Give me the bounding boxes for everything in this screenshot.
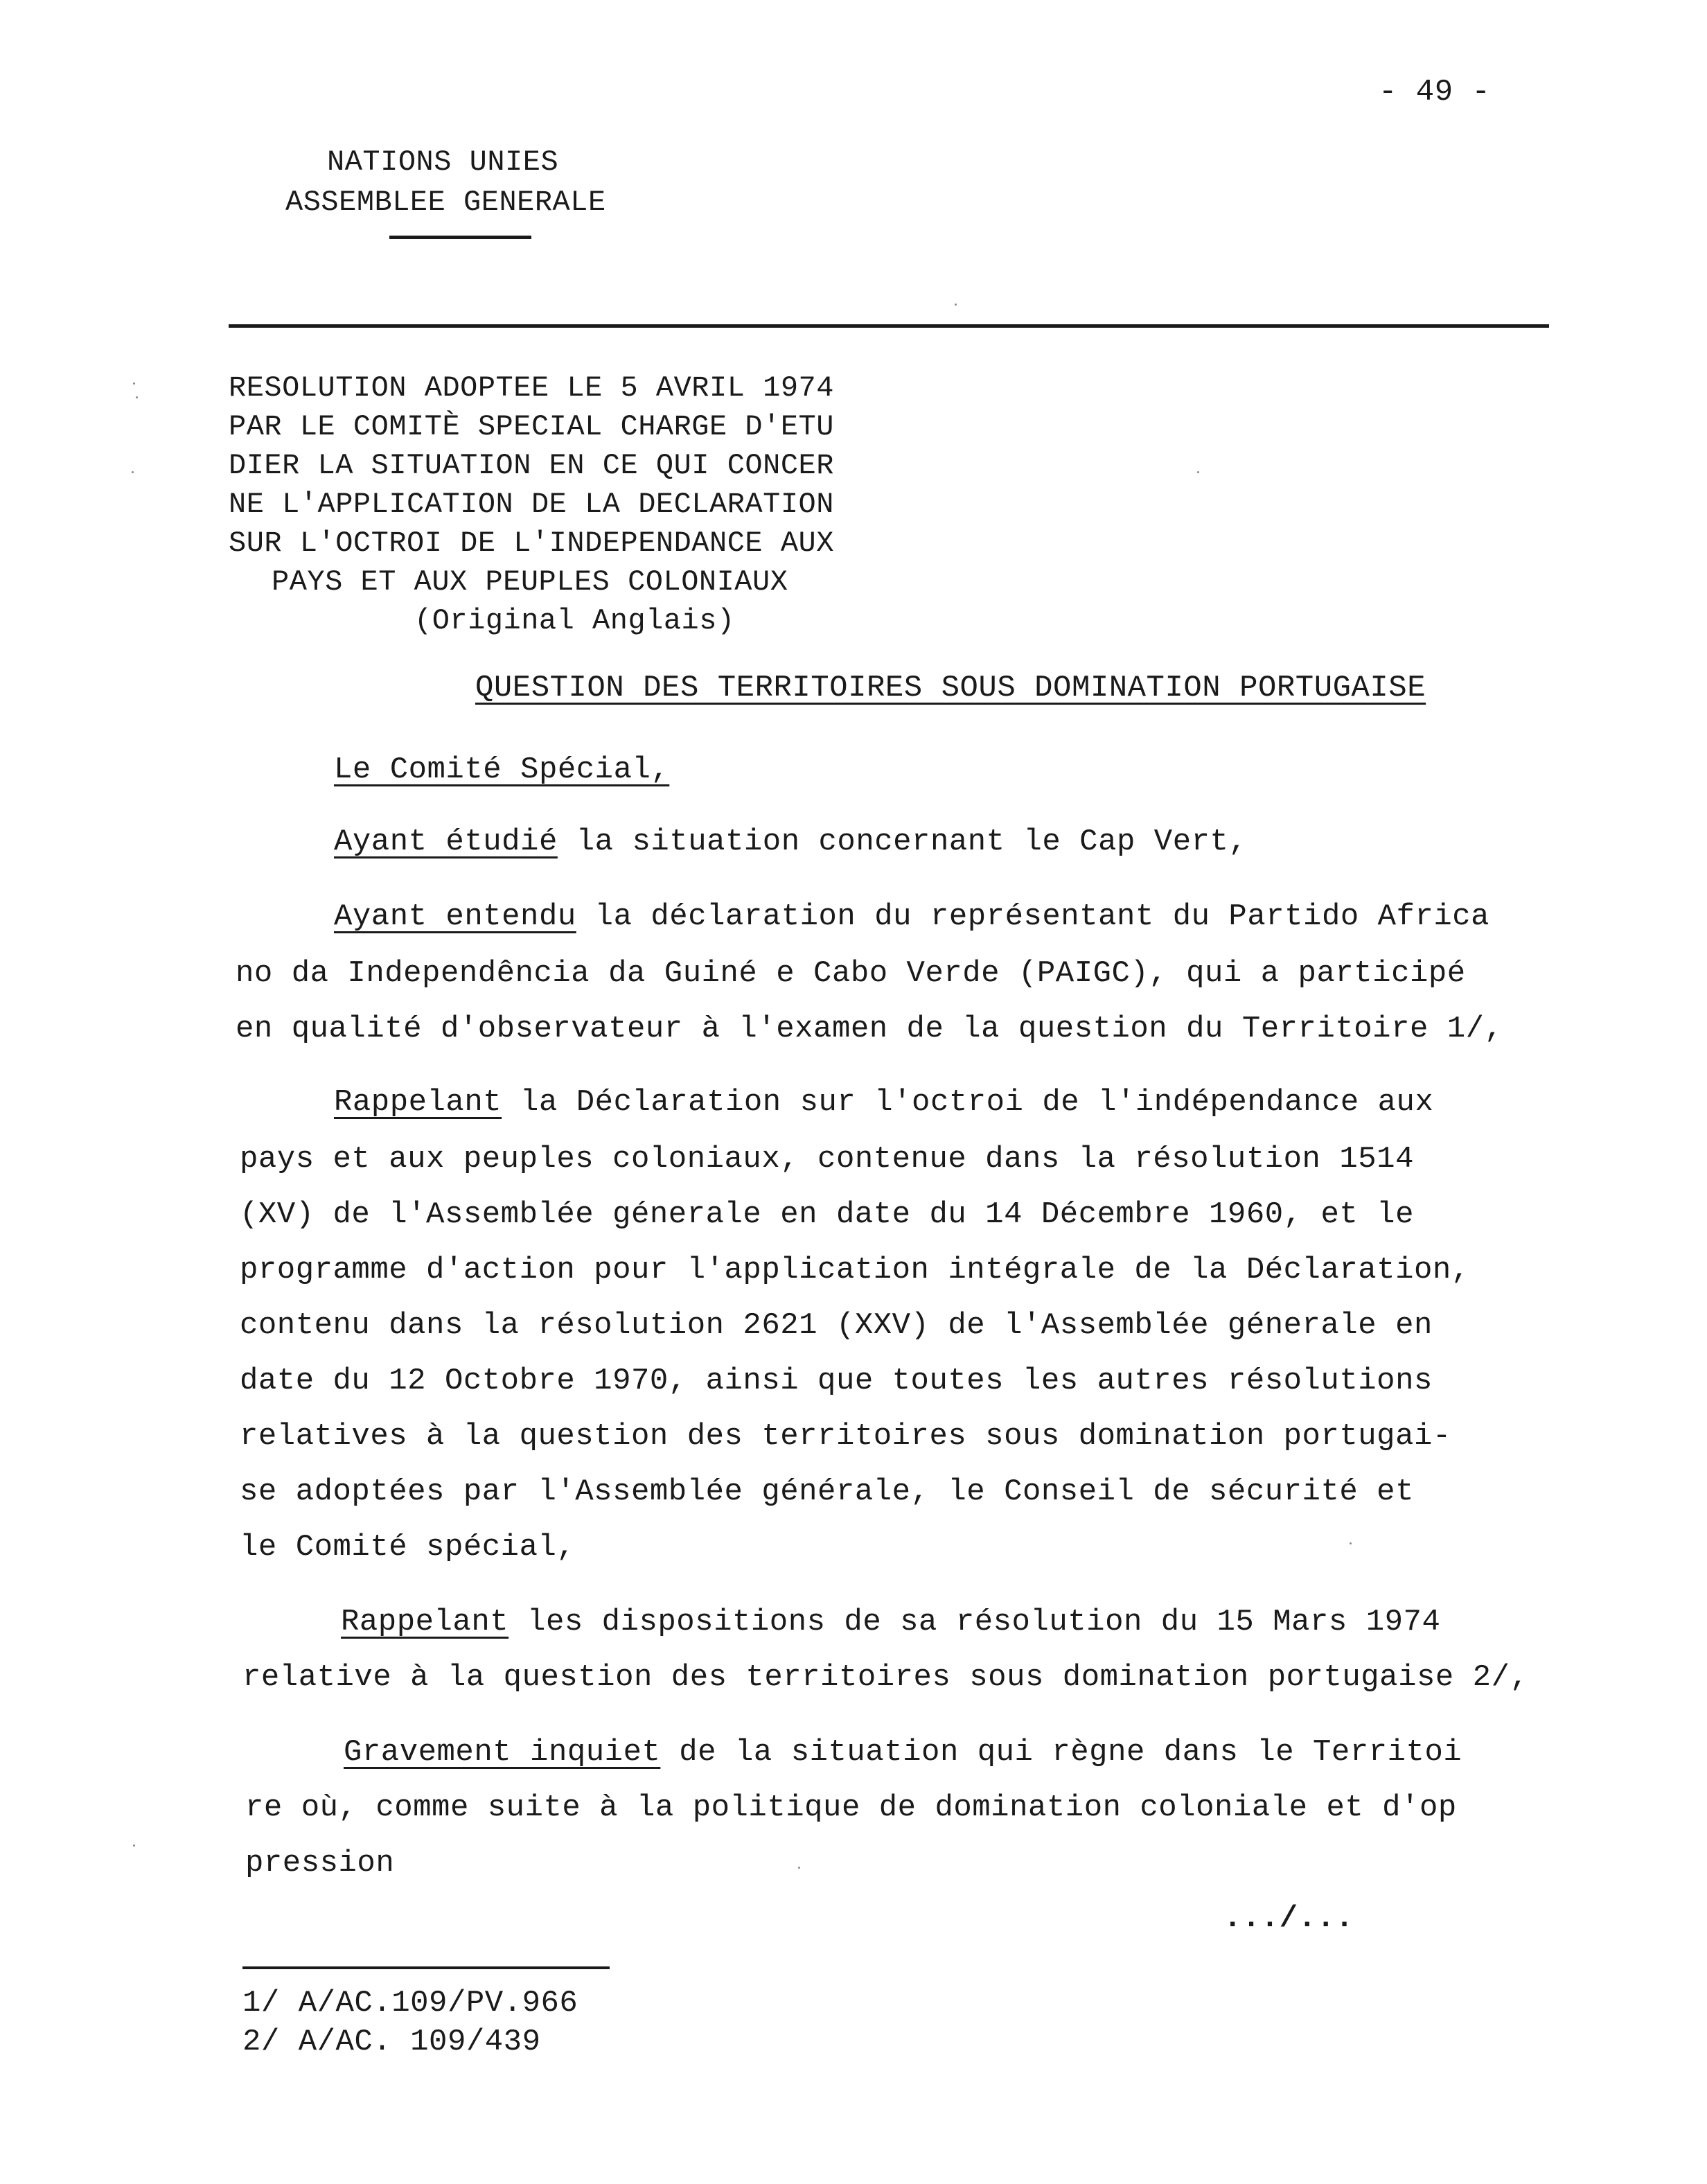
paragraph-line: programme d'action pour l'application intégrale de la Déclaration, xyxy=(240,1253,1470,1287)
paragraph-line: re où, comme suite à la politique de domination coloniale et d'op xyxy=(245,1790,1457,1825)
committee-label: Le Comité Spécial, xyxy=(334,752,670,787)
paragraph-line xyxy=(341,1605,1440,1639)
continuation-mark: .../... xyxy=(1223,1901,1354,1936)
paragraph-line: relatives à la question des territoires sous domination portugai- xyxy=(240,1419,1451,1454)
scan-speck xyxy=(136,396,138,398)
assembly-name: ASSEMBLEE GENERALE xyxy=(285,186,606,219)
paragraph-lead: Ayant entendu xyxy=(334,899,576,934)
scan-speck xyxy=(955,303,957,306)
paragraph-line: relative à la question des territoires sous domination portugaise 2/, xyxy=(242,1660,1529,1695)
footnote: 2/ A/AC. 109/439 xyxy=(242,2025,541,2059)
paragraph-line: en qualité d'observateur à l'examen de la question du Territoire 1/, xyxy=(236,1012,1503,1046)
scan-speck xyxy=(1197,471,1199,473)
scan-speck xyxy=(1350,1542,1352,1544)
paragraph-line: date du 12 Octobre 1970, ainsi que toutes les autres résolutions xyxy=(240,1364,1433,1398)
resolution-title-line: RESOLUTION ADOPTEE LE 5 AVRIL 1974 xyxy=(229,371,834,405)
paragraph-lead: Gravement inquiet xyxy=(344,1735,661,1770)
header-divider xyxy=(229,324,1549,328)
paragraph-line: pays et aux peuples coloniaux, contenue dans la résolution 1514 xyxy=(240,1142,1414,1177)
paragraph-line xyxy=(334,1085,1433,1120)
paragraph-text: la situation concernant le Cap Vert, xyxy=(576,825,1248,859)
committee-name xyxy=(334,752,669,787)
resolution-title-line: PAYS ET AUX PEUPLES COLONIAUX xyxy=(272,565,788,599)
paragraph-line: contenu dans la résolution 2621 (XXV) de l'Assemblée génerale en xyxy=(240,1308,1433,1343)
footnote: 1/ A/AC.109/PV.966 xyxy=(242,1986,578,2020)
paragraph-lead: Rappelant xyxy=(334,1085,502,1120)
paragraph-text: la déclaration du représentant du Partido Africa xyxy=(594,899,1490,934)
scan-speck xyxy=(133,382,135,385)
paragraph-line: se adoptées par l'Assemblée générale, le Conseil de sécurité et xyxy=(240,1474,1414,1509)
paragraph-text: les dispositions de sa résolution du 15 Mars 1974 xyxy=(527,1605,1441,1639)
paragraph-line xyxy=(344,1735,1462,1770)
paragraph-line: (XV) de l'Assemblée génerale en date du 14 Décembre 1960, et le xyxy=(240,1197,1414,1232)
subject-heading: QUESTION DES TERRITOIRES SOUS DOMINATION PORTUGAISE xyxy=(475,671,1426,705)
resolution-title-line: NE L'APPLICATION DE LA DECLARATION xyxy=(229,488,834,521)
paragraph-line xyxy=(334,899,1489,934)
paragraph-line: no da Independência da Guiné e Cabo Verde (PAIGC), qui a participé xyxy=(236,956,1466,991)
paragraph-line: pression xyxy=(245,1846,395,1881)
scan-speck xyxy=(132,471,134,473)
paragraph-text: de la situation qui règne dans le Territoi xyxy=(679,1735,1462,1770)
scan-speck xyxy=(133,1844,135,1847)
paragraph-line: le Comité spécial, xyxy=(240,1530,576,1565)
footnote-divider xyxy=(242,1966,610,1969)
resolution-title-line: PAR LE COMITÈ SPECIAL CHARGE D'ETU xyxy=(229,410,834,443)
resolution-title-line: SUR L'OCTROI DE L'INDEPENDANCE AUX xyxy=(229,527,834,560)
paragraph-text: la Déclaration sur l'octroi de l'indépendance aux xyxy=(520,1085,1434,1120)
original-language-note: (Original Anglais) xyxy=(414,604,735,637)
org-name: NATIONS UNIES xyxy=(327,146,559,179)
scan-speck xyxy=(798,1867,800,1869)
resolution-title-line: DIER LA SITUATION EN CE QUI CONCER xyxy=(229,449,834,482)
paragraph-line xyxy=(334,825,1247,859)
paragraph-lead: Rappelant xyxy=(341,1605,509,1639)
page-number: - 49 - xyxy=(1379,75,1491,109)
paragraph-lead: Ayant étudié xyxy=(334,825,558,859)
header-underline xyxy=(389,236,531,239)
